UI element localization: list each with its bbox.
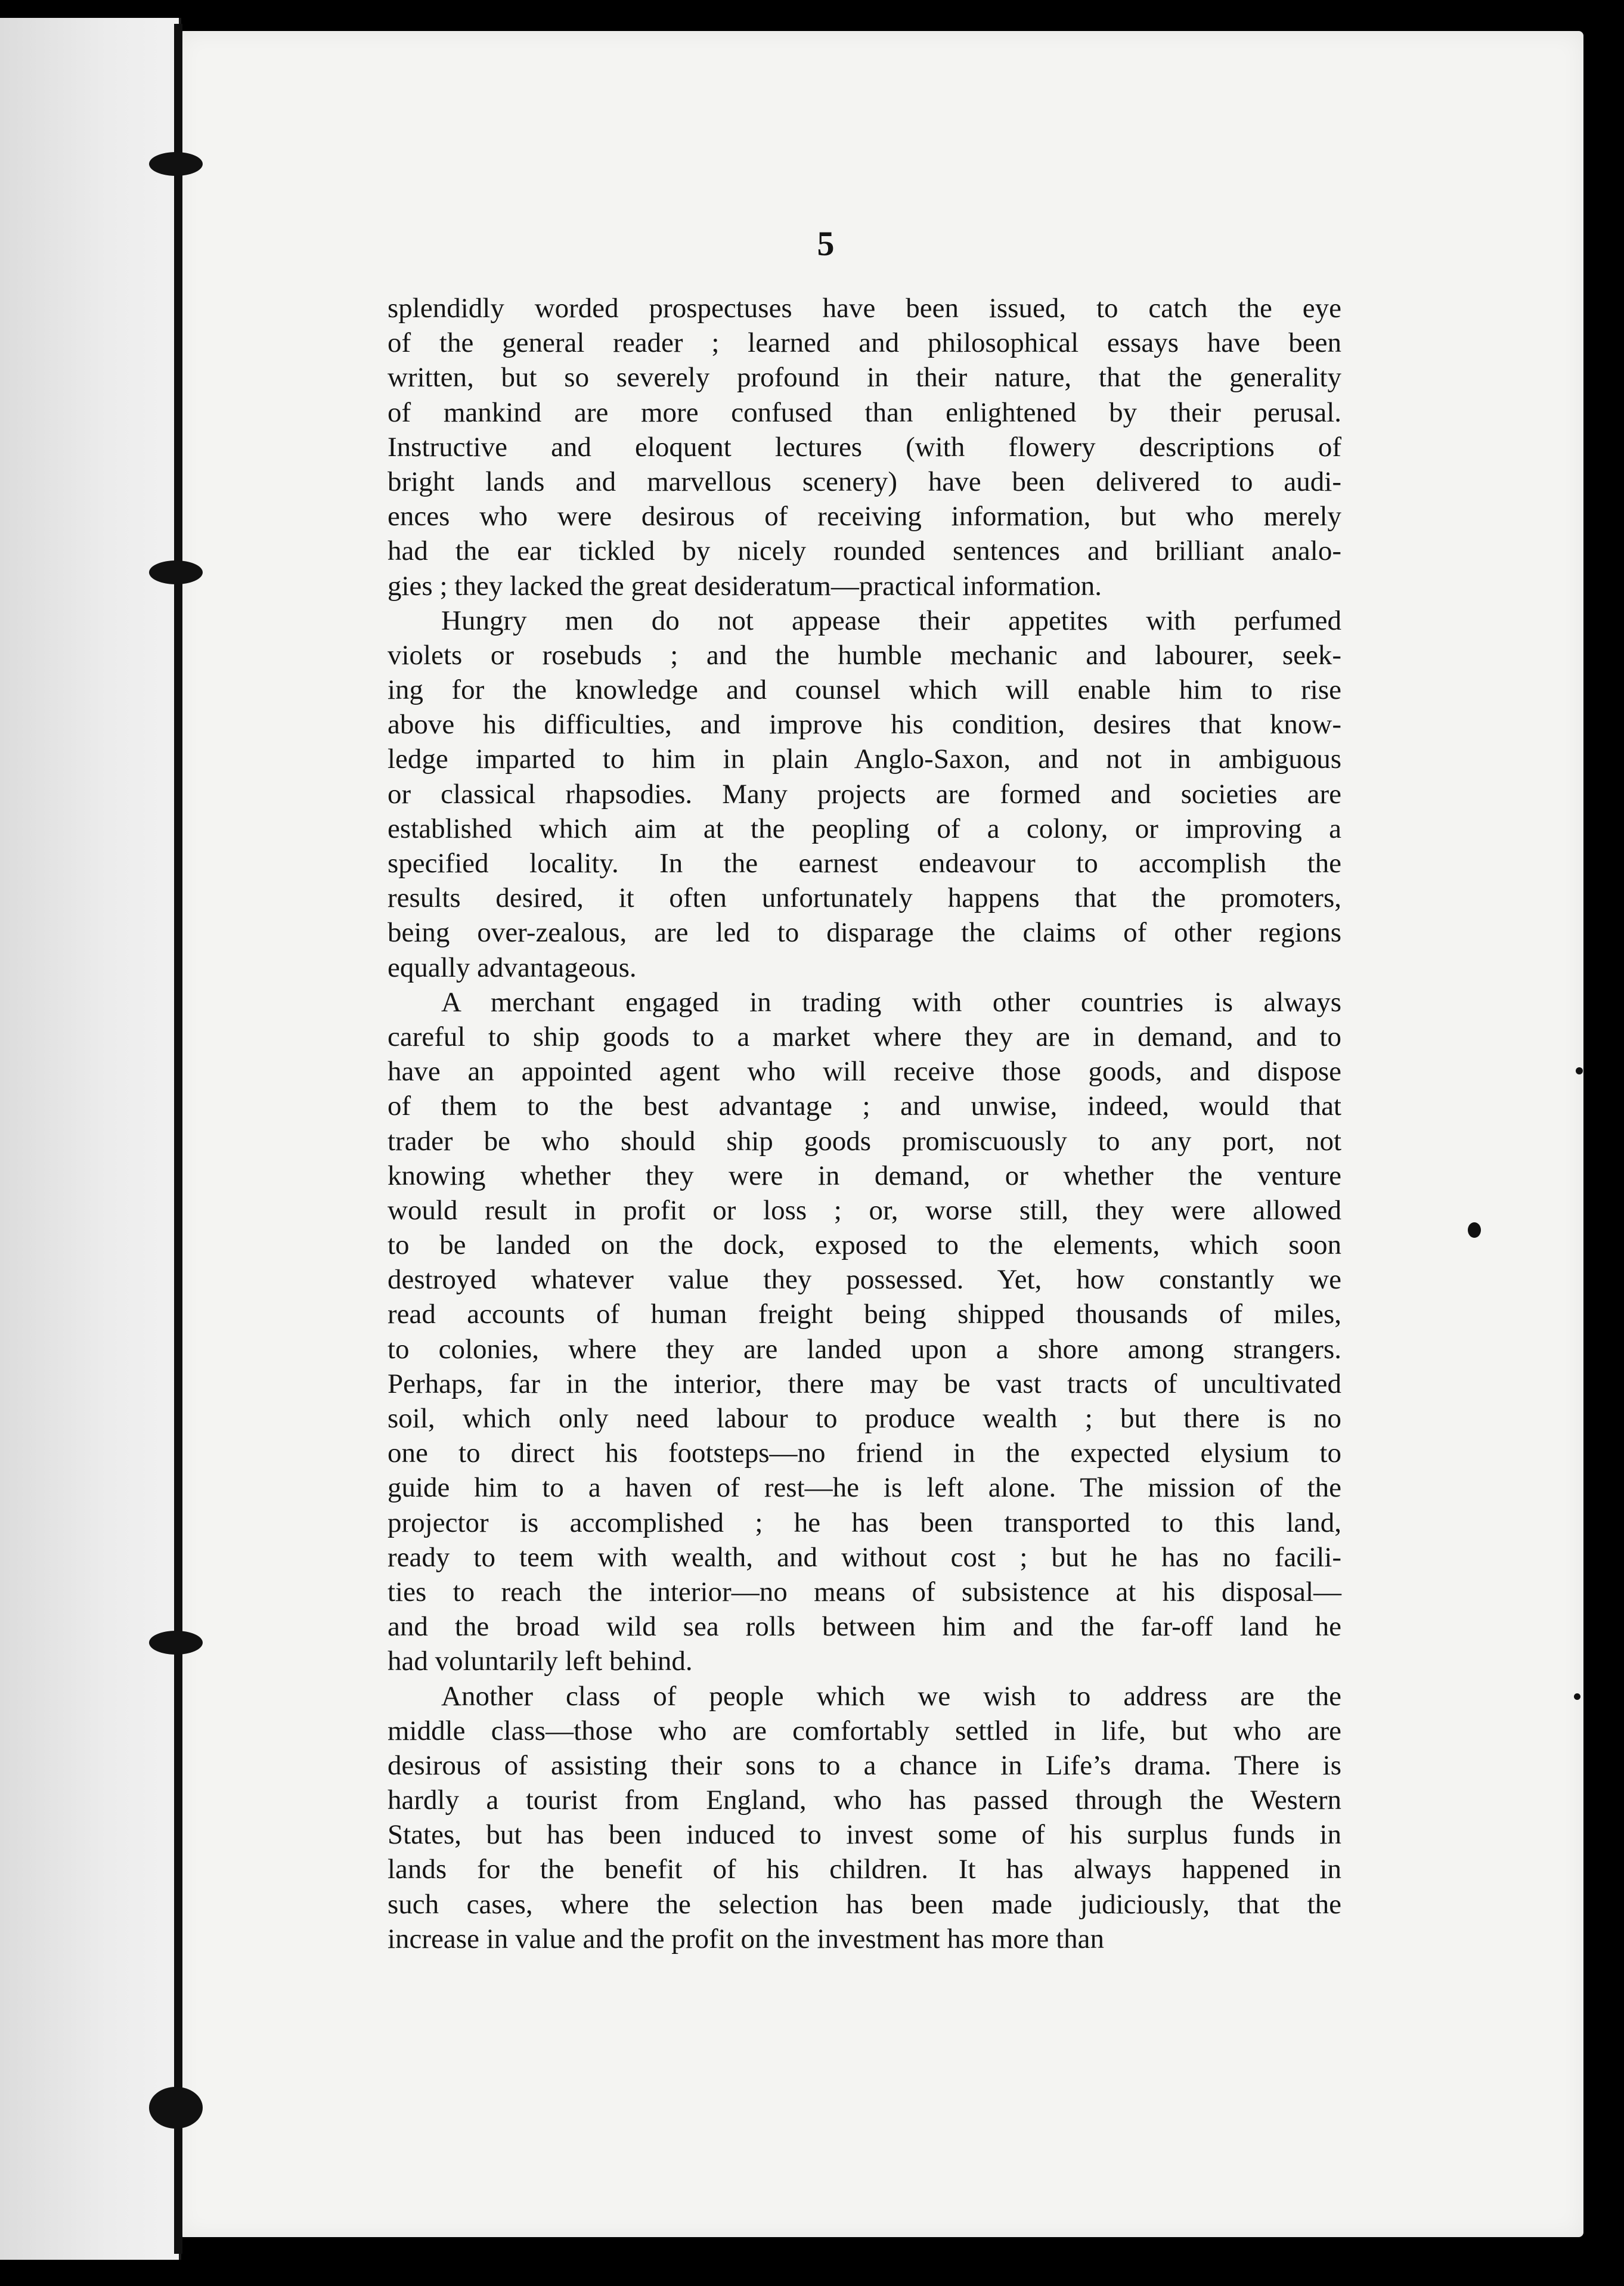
text-line: being over-zealous, are led to disparage the claims of other regions <box>388 917 1341 949</box>
text-line: Hungry men do not appease their appetites with perfumed <box>441 605 1341 636</box>
text-line: Instructive and eloquent lectures (with flowery descriptions of <box>388 431 1341 463</box>
page-number: 5 <box>817 224 835 263</box>
text-line: of mankind are more confused than enlightened by their perusal. <box>388 397 1341 428</box>
text-line: violets or rosebuds ; and the humble mechanic and labourer, seek- <box>388 639 1341 671</box>
text-line: Perhaps, far in the interior, there may be vast tracts of uncultivated <box>388 1368 1341 1399</box>
text-line: and the broad wild sea rolls between him and the far-off land he <box>388 1611 1341 1643</box>
text-line: ties to reach the interior—no means of subsistence at his disposal— <box>388 1576 1341 1607</box>
text-line: A merchant engaged in trading with other countries is always <box>441 986 1341 1018</box>
text-line: of the general reader ; learned and philosophical essays have been <box>388 327 1341 359</box>
text-line: increase in value and the profit on the investment has more than <box>388 1923 1105 1954</box>
binding-thread <box>174 24 182 2254</box>
text-line: one to direct his footsteps—no friend in the expected elysium to <box>388 1438 1341 1469</box>
ink-speck <box>1574 1693 1580 1700</box>
ink-speck <box>1468 1222 1481 1238</box>
binding-stitch <box>149 152 203 176</box>
facing-page-edge <box>0 18 181 2260</box>
text-line: such cases, where the selection has been made judiciously, that the <box>388 1888 1341 1920</box>
body-text <box>388 291 1341 1956</box>
text-line: lands for the benefit of his children. It has always happened in <box>388 1854 1341 1885</box>
text-line: specified locality. In the earnest endeavour to accomplish the <box>388 848 1341 879</box>
binding-stitch <box>149 560 203 584</box>
text-line: read accounts of human freight being shipped thousands of miles, <box>388 1299 1341 1330</box>
text-line: had voluntarily left behind. <box>388 1646 693 1677</box>
text-line: soil, which only need labour to produce wealth ; but there is no <box>388 1403 1341 1434</box>
text-line: established which aim at the peopling of a colony, or improving a <box>388 813 1341 844</box>
text-line: had the ear tickled by nicely rounded sentences and brilliant analo- <box>388 535 1341 567</box>
text-line: hardly a tourist from England, who has passed through the Western <box>388 1785 1341 1816</box>
text-line: splendidly worded prospectuses have been issued, to catch the eye <box>388 293 1341 324</box>
text-line: projector is accomplished ; he has been transported to this land, <box>388 1507 1341 1538</box>
text-line: destroyed whatever value they possessed. Yet, how constantly we <box>388 1264 1341 1296</box>
text-line: equally advantageous. <box>388 952 637 983</box>
text-line: results desired, it often unfortunately happens that the promoters, <box>388 882 1341 914</box>
paragraph <box>388 291 1341 603</box>
text-line: written, but so severely profound in their nature, that the generality <box>388 362 1341 394</box>
text-line: desirous of assisting their sons to a chance in Life’s drama. There is <box>388 1749 1341 1781</box>
text-line: middle class—those who are comfortably settled in life, but who are <box>388 1715 1341 1746</box>
text-line: to be landed on the dock, exposed to the elements, which soon <box>388 1229 1341 1261</box>
text-line: Another class of people which we wish to address are the <box>441 1680 1341 1712</box>
text-line: ences who were desirous of receiving information, but who merely <box>388 501 1341 532</box>
text-line: ready to teem with wealth, and without cost ; but he has no facili- <box>388 1541 1341 1573</box>
text-line: to colonies, where they are landed upon a shore among strangers. <box>388 1333 1341 1365</box>
ink-speck <box>1576 1067 1583 1074</box>
text-line: would result in profit or loss ; or, worse still, they were allowed <box>388 1194 1341 1226</box>
paragraph <box>388 603 1341 985</box>
paragraph <box>388 985 1341 1679</box>
text-line: trader be who should ship goods promiscuously to any port, not <box>388 1125 1341 1157</box>
text-line: guide him to a haven of rest—he is left alone. The mission of the <box>388 1472 1341 1504</box>
binding-stitch <box>149 1631 203 1655</box>
text-line: ledge imparted to him in plain Anglo-Saxon, and not in ambiguous <box>388 744 1341 775</box>
text-line: of them to the best advantage ; and unwise, indeed, would that <box>388 1091 1341 1122</box>
text-line: States, but has been induced to invest some of his surplus funds in <box>388 1819 1341 1851</box>
text-line: careful to ship goods to a market where they are in demand, and to <box>388 1021 1341 1052</box>
text-line: above his difficulties, and improve his condition, desires that know- <box>388 709 1341 741</box>
binding-stitch <box>149 2087 203 2129</box>
text-line: knowing whether they were in demand, or whether the venture <box>388 1160 1341 1191</box>
text-line: have an appointed agent who will receive those goods, and dispose <box>388 1056 1341 1088</box>
text-line: or classical rhapsodies. Many projects are formed and societies are <box>388 778 1341 810</box>
text-line: gies ; they lacked the great desideratum—practical information. <box>388 570 1102 602</box>
paragraph <box>388 1679 1341 1957</box>
text-line: ing for the knowledge and counsel which will enable him to rise <box>388 674 1341 706</box>
text-line: bright lands and marvellous scenery) have been delivered to audi- <box>388 466 1341 497</box>
